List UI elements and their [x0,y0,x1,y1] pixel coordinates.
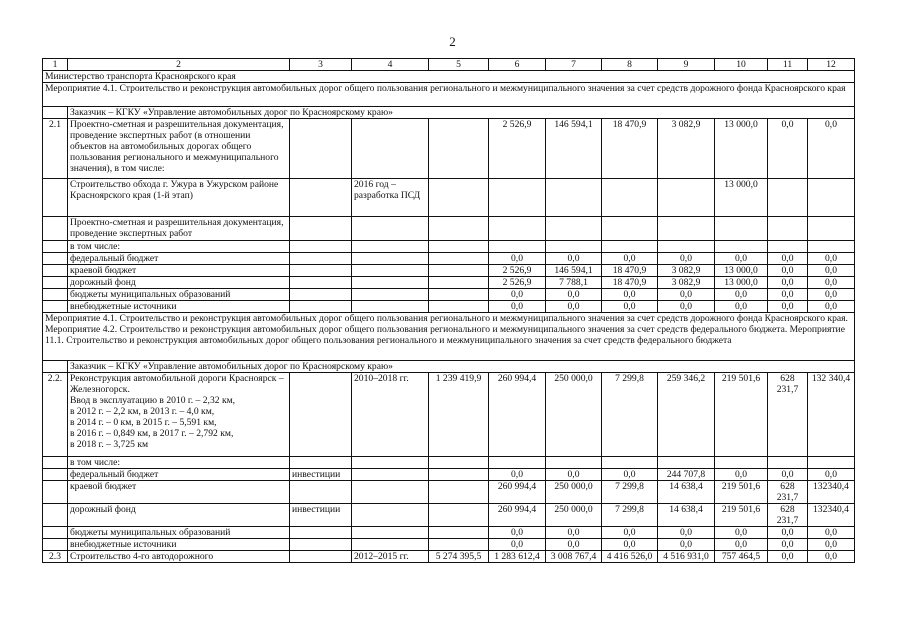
value-c11: 0,0 [768,539,808,551]
value-c10: 0,0 [715,539,768,551]
value-c12 [808,179,855,217]
value-c7 [546,179,602,217]
value-c12: 0,0 [808,265,855,277]
cell-col4 [352,469,429,481]
row-number [43,469,68,481]
cell-col4 [352,253,429,265]
value-c11: 0,0 [768,265,808,277]
empty-cell [290,241,352,253]
row-title: краевой бюджет [68,481,290,504]
cell-col3: инвестиции [290,504,352,527]
column-header: 11 [768,59,808,71]
value-c11: 0,0 [768,301,808,313]
row-number [43,253,68,265]
value-c8: 4 416 526,0 [602,551,658,563]
value-c7: 3 008 767,4 [546,551,602,563]
incl-row-1 [43,241,855,253]
value-c9 [658,217,715,241]
fund-row [43,277,855,289]
value-c7: 250 000,0 [546,504,602,527]
row-number [43,179,68,217]
row-number [43,289,68,301]
value-c9: 14 638,4 [658,504,715,527]
fund-row [43,504,855,527]
value-c11: 0,0 [768,289,808,301]
empty-cell [546,241,602,253]
value-c10 [715,217,768,241]
value-c10: 0,0 [715,289,768,301]
value-c6: 1 283 612,4 [489,551,546,563]
value-c6: 0,0 [489,289,546,301]
customer-row [43,107,855,119]
cell-col5 [429,481,489,504]
value-c7: 0,0 [546,469,602,481]
cell-col3: инвестиции [290,469,352,481]
cell-col4 [352,217,429,241]
cell-col3 [290,265,352,277]
value-c11 [768,179,808,217]
value-c11 [768,217,808,241]
cell-col5 [429,527,489,539]
cell-col3 [290,217,352,241]
value-c10: 0,0 [715,469,768,481]
empty-cell [658,241,715,253]
fund-row [43,289,855,301]
empty-cell [658,457,715,469]
value-c8: 0,0 [602,527,658,539]
cell-col4: 2012–2015 гг. [352,551,429,563]
value-c10: 13 000,0 [715,119,768,179]
cell-col4 [352,527,429,539]
value-c10: 13 000,0 [715,179,768,217]
value-c11: 0,0 [768,277,808,289]
cell-col5 [429,253,489,265]
value-c11: 0,0 [768,119,808,179]
value-c10: 219 501,6 [715,481,768,504]
value-c6: 0,0 [489,527,546,539]
value-c8: 7 299,8 [602,481,658,504]
empty-cell [808,241,855,253]
fund-row [43,469,855,481]
fund-row [43,265,855,277]
value-c6: 2 526,9 [489,277,546,289]
row-number: 2.2. [43,373,68,457]
cell-col5 [429,119,489,179]
cell-col3 [290,539,352,551]
value-c7: 250 000,0 [546,373,602,457]
cell-col5 [429,504,489,527]
value-c10: 0,0 [715,301,768,313]
empty-cell [429,241,489,253]
value-c9: 244 707,8 [658,469,715,481]
column-header: 3 [290,59,352,71]
cell-col5 [429,217,489,241]
value-c12: 0,0 [808,119,855,179]
row-title: краевой бюджет [68,265,290,277]
value-c7: 250 000,0 [546,481,602,504]
column-header: 12 [808,59,855,71]
cell-col5 [429,179,489,217]
cell-col5: 1 239 419,9 [429,373,489,457]
column-header: 8 [602,59,658,71]
value-c6: 260 994,4 [489,373,546,457]
value-c9: 3 082,9 [658,277,715,289]
incl-label: в том числе: [68,241,290,253]
cell-col3 [290,481,352,504]
value-c9: 0,0 [658,301,715,313]
cell-col3 [290,277,352,289]
cell-col5 [429,289,489,301]
empty-cell [715,457,768,469]
empty-cell [808,457,855,469]
value-c6: 260 994,4 [489,504,546,527]
incl-row-2 [43,457,855,469]
value-c9 [658,179,715,217]
value-c12: 0,0 [808,551,855,563]
row-title: дорожный фонд [68,504,290,527]
row-title: дорожный фонд [68,277,290,289]
cell-col3 [290,253,352,265]
empty-cell [715,241,768,253]
value-c10: 219 501,6 [715,373,768,457]
row-number [43,217,68,241]
cell-col3 [290,527,352,539]
value-c12: 0,0 [808,277,855,289]
row-number [43,301,68,313]
measure-row [43,83,855,107]
cell-col3 [290,373,352,457]
value-c8: 0,0 [602,301,658,313]
value-c12: 132 340,4 [808,373,855,457]
column-header: 4 [352,59,429,71]
value-c8: 18 470,9 [602,277,658,289]
ministry-row [43,71,855,83]
fund-row [43,481,855,504]
value-c11: 0,0 [768,469,808,481]
value-c7: 7 788,1 [546,277,602,289]
value-c7: 0,0 [546,301,602,313]
value-c12: 132340,4 [808,481,855,504]
row-title: бюджеты муниципальных образований [68,289,290,301]
cell-col4 [352,504,429,527]
value-c12: 0,0 [808,539,855,551]
cell-col3 [290,179,352,217]
value-c9: 0,0 [658,539,715,551]
fund-row [43,301,855,313]
value-c10: 0,0 [715,253,768,265]
value-c9: 0,0 [658,527,715,539]
row-title: Строительство обхода г. Ужура в Ужурском районе Красноярского края (1-й этап) [68,179,290,217]
value-c9: 0,0 [658,289,715,301]
value-c8: 7 299,8 [602,504,658,527]
value-c6: 2 526,9 [489,119,546,179]
cell-col4 [352,277,429,289]
item-2-1-row [43,119,855,179]
cell-col5 [429,301,489,313]
value-c11: 0,0 [768,551,808,563]
header-row [43,59,855,71]
empty-cell [352,241,429,253]
value-c12: 0,0 [808,301,855,313]
row-number: 2.3 [43,551,68,563]
item-2-1-sub-row [43,179,855,217]
value-c9: 3 082,9 [658,265,715,277]
empty-cell [768,241,808,253]
row-number [43,481,68,504]
fund-row [43,527,855,539]
cell-col4: 2010–2018 гг. [352,373,429,457]
row-number [43,527,68,539]
column-header: 9 [658,59,715,71]
item-2-3-row [43,551,855,563]
value-c12 [808,217,855,241]
value-c6: 0,0 [489,469,546,481]
value-c12: 0,0 [808,289,855,301]
empty-cell [429,457,489,469]
value-c9: 3 082,9 [658,119,715,179]
incl-label: в том числе: [68,457,290,469]
value-c8: 0,0 [602,253,658,265]
empty-cell [546,457,602,469]
row-number [43,277,68,289]
value-c9: 0,0 [658,253,715,265]
value-c10: 219 501,6 [715,504,768,527]
empty-cell [602,457,658,469]
value-c8 [602,217,658,241]
cell-col4 [352,289,429,301]
cell-col3 [290,551,352,563]
value-c11: 628 231,7 [768,481,808,504]
value-c6 [489,217,546,241]
cell-col5 [429,277,489,289]
row-number [43,504,68,527]
value-c9: 259 346,2 [658,373,715,457]
row-title: внебюджетные источники [68,539,290,551]
value-c10: 757 464,5 [715,551,768,563]
value-c9: 4 516 931,0 [658,551,715,563]
value-c7: 0,0 [546,527,602,539]
cell-col5 [429,539,489,551]
value-c12: 0,0 [808,253,855,265]
customer-row [43,361,855,373]
value-c8: 0,0 [602,539,658,551]
column-header: 2 [68,59,290,71]
value-c6: 0,0 [489,539,546,551]
value-c11: 0,0 [768,253,808,265]
empty-cell [43,361,68,373]
empty-cell [43,107,68,119]
item-2-2-row [43,373,855,457]
customer-text: Заказчик – КГКУ «Управление автомобильных дорог по Красноярскому краю» [68,361,855,373]
value-c8: 18 470,9 [602,119,658,179]
empty-cell [768,457,808,469]
value-c10: 13 000,0 [715,265,768,277]
column-header: 1 [43,59,68,71]
row-title: внебюджетные источники [68,301,290,313]
value-c11: 628 231,7 [768,504,808,527]
cell-col4 [352,119,429,179]
budget-table [42,58,855,563]
row-number [43,539,68,551]
fund-row [43,253,855,265]
value-c12: 0,0 [808,469,855,481]
row-title: бюджеты муниципальных образований [68,527,290,539]
value-c6: 0,0 [489,253,546,265]
item-2-1-pd-row [43,217,855,241]
column-header: 7 [546,59,602,71]
value-c8 [602,179,658,217]
empty-cell [290,457,352,469]
cell-col4 [352,481,429,504]
value-c7: 146 594,1 [546,119,602,179]
cell-col4 [352,301,429,313]
value-c12: 0,0 [808,527,855,539]
row-number [43,265,68,277]
empty-cell [43,457,68,469]
value-c8: 7 299,8 [602,373,658,457]
value-c7: 0,0 [546,539,602,551]
value-c7: 0,0 [546,253,602,265]
empty-cell [43,241,68,253]
page-number: 2 [449,34,456,49]
cell-col4 [352,539,429,551]
row-title: Проектно-сметная и разрешительная документация, проведение экспертных работ [68,217,290,241]
value-c8: 0,0 [602,289,658,301]
column-header: 6 [489,59,546,71]
empty-cell [489,457,546,469]
value-c6: 0,0 [489,301,546,313]
value-c7: 0,0 [546,289,602,301]
customer-text: Заказчик – КГКУ «Управление автомобильных дорог по Красноярскому краю» [68,107,855,119]
row-title: Реконструкция автомобильной дороги Красноярск – Железногорск. Ввод в эксплуатацию в 2010 г. – 2,32 км, в 2012 г. – 2,2 км, в 2013 г. – 4,0 км, в 2014 г. – 0 км, в 2015 г. – 5,591 км, в 2016 г. – 0,849 км, в 2017 г. – 2,792 км, в 2018 г. – 3,725 км [68,373,290,457]
empty-cell [602,241,658,253]
cell-col3 [290,301,352,313]
cell-col5 [429,469,489,481]
cell-col4 [352,265,429,277]
row-title: федеральный бюджет [68,469,290,481]
row-title: Проектно-сметная и разрешительная документация, проведение экспертных работ (в отношении объектов на автомобильных дорогах общего пользования регионального и межмуниципального значения), в том числе: [68,119,290,179]
value-c10: 0,0 [715,527,768,539]
cell-col3 [290,119,352,179]
empty-cell [352,457,429,469]
measure-combo-row [43,313,855,361]
row-title: федеральный бюджет [68,253,290,265]
cell-col5: 5 274 395,5 [429,551,489,563]
value-c11: 628 231,7 [768,373,808,457]
value-c12: 132340,4 [808,504,855,527]
row-number: 2.1 [43,119,68,179]
ministry-row-text: Министерство транспорта Красноярского края [43,71,855,83]
column-header: 5 [429,59,489,71]
value-c11: 0,0 [768,527,808,539]
value-c6 [489,179,546,217]
value-c7: 146 594,1 [546,265,602,277]
cell-col3 [290,289,352,301]
value-c6: 2 526,9 [489,265,546,277]
cell-col5 [429,265,489,277]
measure-combo-row-text: Мероприятие 4.1. Строительство и реконструкция автомобильных дорог общего пользования регионального и межмуниципального значения за счет средств дорожного фонда Красноярского края. Мероприятие 4.2. Строительство и реконструкция автомобильных дорог общего пользования регионального и межмуниципального значения за счет средств федерального бюджета. Мероприятие 11.1. Строительство и реконструкция автомобильных дорог общего пользования регионального и межмуниципального значения за счет средств федерального бюджета [43,313,855,361]
value-c10: 13 000,0 [715,277,768,289]
cell-col4: 2016 год – разработка ПСД [352,179,429,217]
value-c8: 18 470,9 [602,265,658,277]
value-c9: 14 638,4 [658,481,715,504]
column-header: 10 [715,59,768,71]
value-c7 [546,217,602,241]
measure-row-text: Мероприятие 4.1. Строительство и реконструкция автомобильных дорог общего пользования регионального и межмуниципального значения за счет средств дорожного фонда Красноярского края [43,83,855,107]
value-c6: 260 994,4 [489,481,546,504]
value-c8: 0,0 [602,469,658,481]
empty-cell [489,241,546,253]
row-title: Строительство 4-го автодорожного [68,551,290,563]
fund-row [43,539,855,551]
